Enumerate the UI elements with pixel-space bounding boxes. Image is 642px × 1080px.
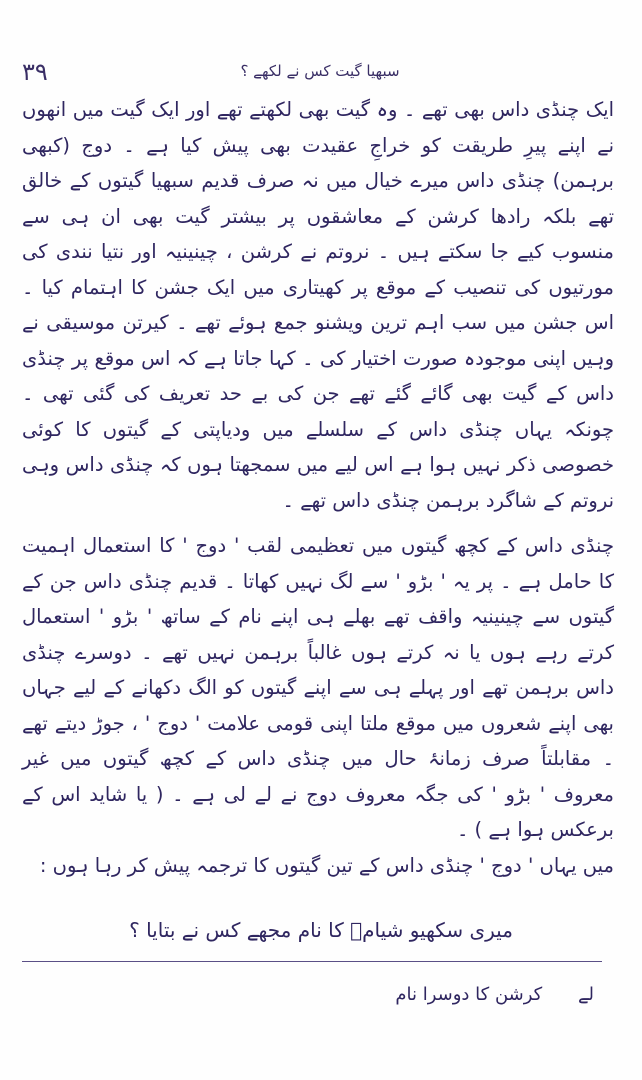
verse-line: میری سکھیو شیامؔ کا نام مجھے کس نے بتایا ؟ <box>129 918 513 942</box>
page-number: ۳۹ <box>22 58 48 86</box>
footnote-divider <box>22 961 602 962</box>
paragraph: میں یہاں ' دوج ' چنڈی داس کے تین گیتوں کا ترجمہ پیش کر رہا ہوں : <box>39 853 614 877</box>
footnote-marker: لے <box>577 984 594 1005</box>
paragraph: چنڈی داس کے کچھ گیتوں میں تعظیمی لقب ' دوج ' کا استعمال اہمیت کا حامل ہے ۔ پر یہ ' بڑو ' سے لگ نہیں کھاتا ۔ قدیم چنڈی داس جن کے گیتوں سے چینینیہ واقف تھے بھلے ہی اپنے نام کے ساتھ ' بڑو ' استعمال کرتے رہے ہوں یا نہ کرتے ہوں غالباً برہمن نہیں تھے ۔ دوسرے چنڈی داس برہمن تھے اور پہلے ہی سے اپنے گیتوں کو الگ دکھانے کے لیے جہاں بھی اپنے شعروں میں موقع ملتا اپنی قومی علامت ' دوج ' ، جوڑ دیتے تھے ۔ مقابلتاً صرف زمانۂ حال میں چنڈی داس کے کچھ گیتوں میں غیر معروف ' بڑو ' کی جگہ معروف دوج نے لے لی ہے ۔ ( یا شاید اس کے برعکس ہوا ہے ) ۔ <box>22 534 614 841</box>
paragraph: ایک چنڈی داس بھی تھے ۔ وہ گیت بھی لکھتے تھے اور ایک گیت میں انھوں نے اپنے پیرِ طریقت کو خراجِ عقیدت بھی پیش کیا ہے ۔ دوج (کبھی برہمن) چنڈی داس میرے خیال میں نہ صرف قدیم سبھیا گیتوں کے خالق تھے بلکہ رادھا کرشن کے معاشقوں پر بیشتر گیت بھی ان ہی سے منسوب کیے جا سکتے ہیں ۔ نروتم نے کرشن ، چینینیہ اور نتیا نندی کی مورتیوں کی تنصیب کے موقع پر کھیتاری میں ایک جشن کا اہتمام کیا ۔ اس جشن میں سب اہم ترین ویشنو جمع ہوئے تھے ۔ کیرتن موسیقی نے وہیں اپنی موجودہ صورت اختیار کی ۔ کہا جاتا ہے کہ اس موقع پر چنڈی داس کے گیت بھی گائے گئے تھے جن کی بے حد تعریف کی گئی تھی ۔ چونکہ یہاں چنڈی داس کے سلسلے میں ودیاپتی کے گیتوں کا کوئی خصوصی ذکر نہیں ہوا ہے اس لیے میں سمجھتا ہوں کہ چنڈی داس وہی نروتم کے شاگرد برہمن چنڈی داس تھے ۔ <box>22 98 614 512</box>
footnote-text: کرشن کا دوسرا نام <box>395 984 543 1005</box>
body-text <box>22 92 614 883</box>
running-head: سبھیا گیت کس نے لکھے ؟ <box>240 62 400 80</box>
footnote <box>395 984 594 1005</box>
